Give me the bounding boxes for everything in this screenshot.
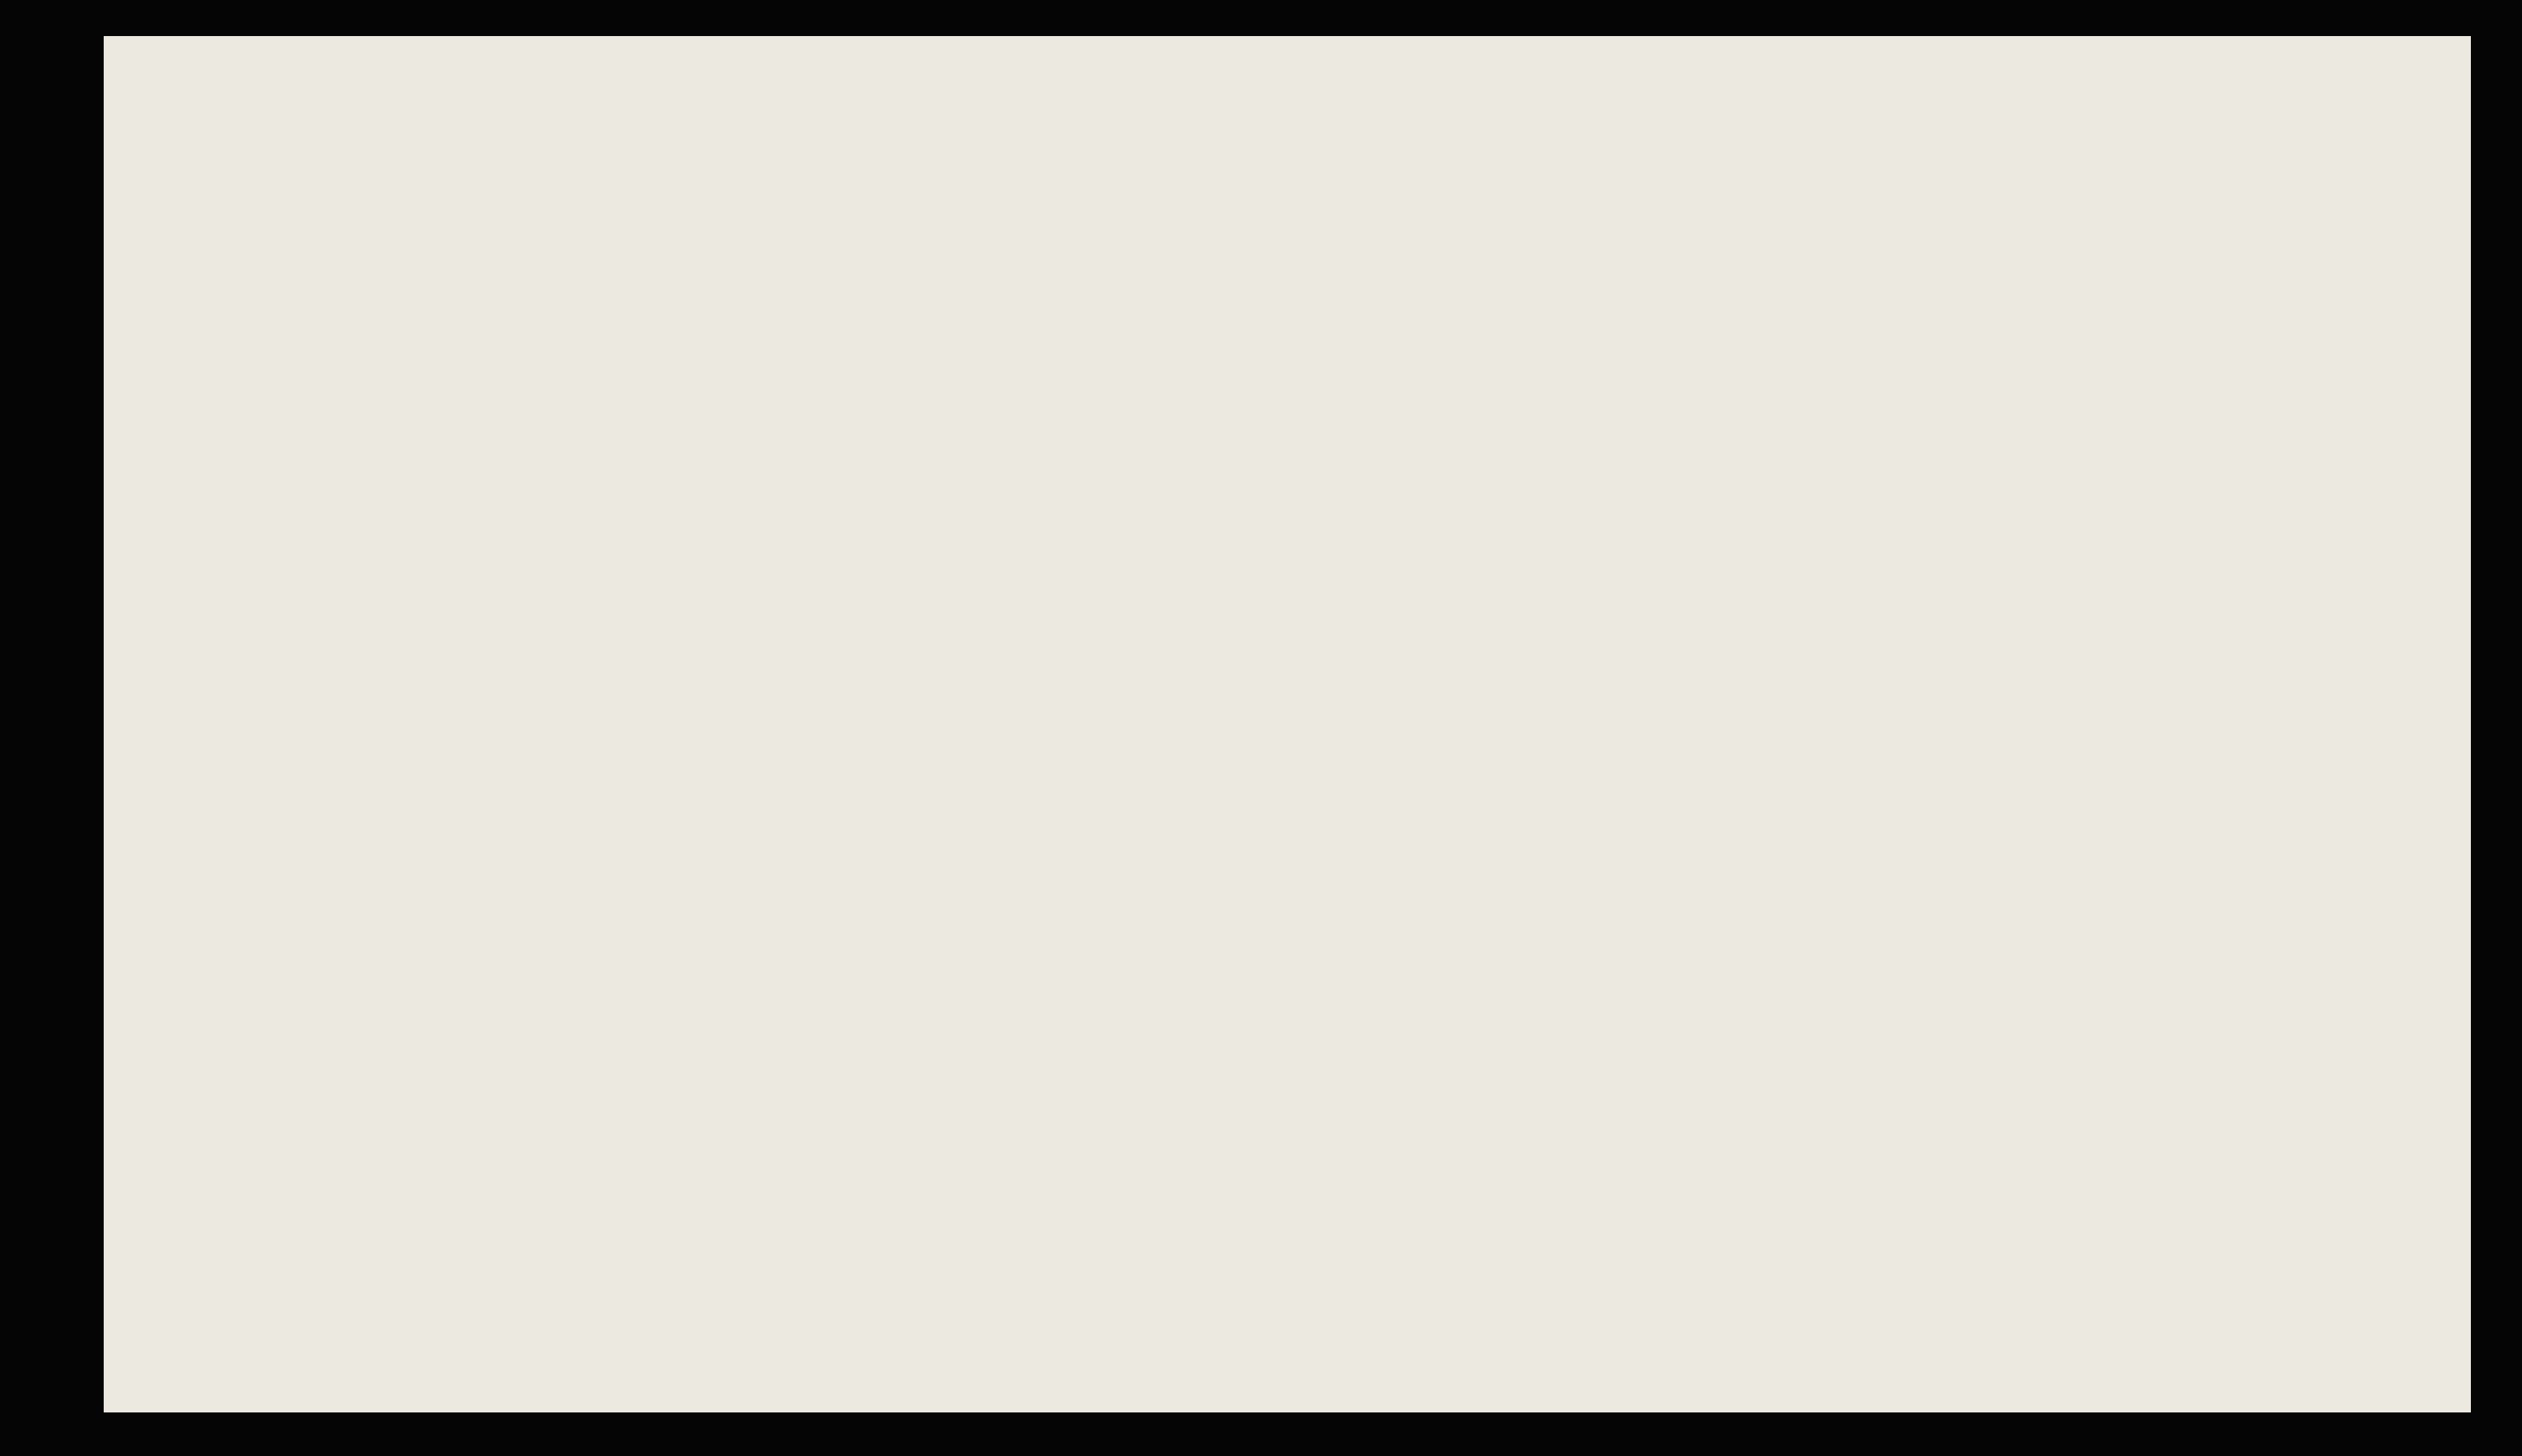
census-form (104, 36, 2471, 1412)
census-card (104, 36, 2471, 1412)
